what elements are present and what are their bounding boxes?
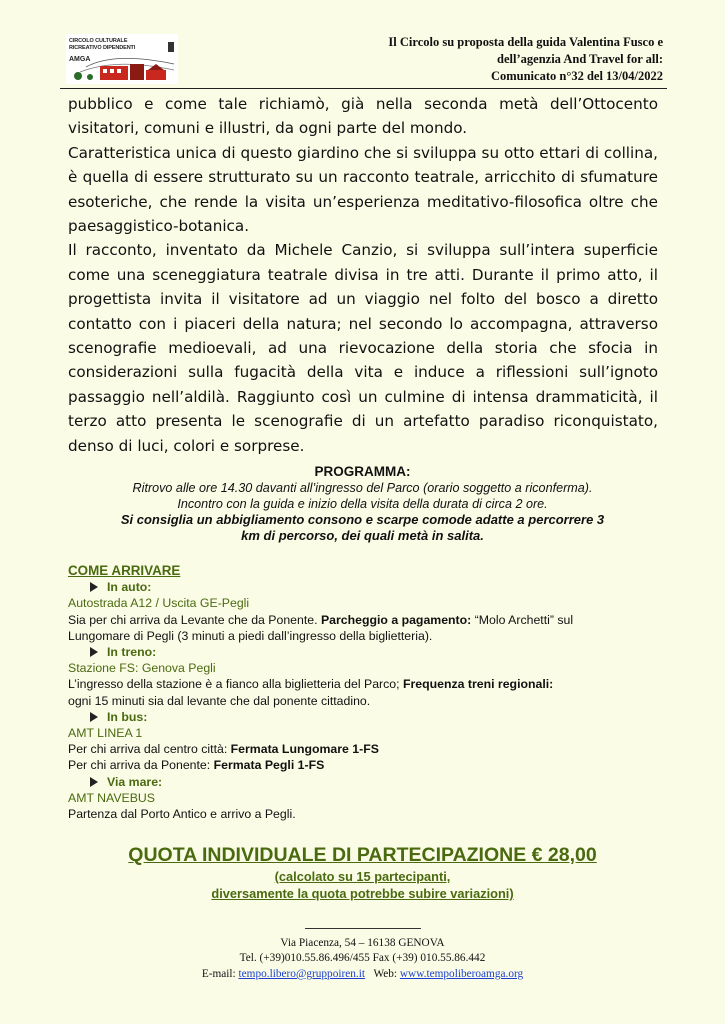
header-line3: Comunicato n°32 del 13/04/2022 [490, 69, 663, 83]
quota-main: QUOTA INDIVIDUALE DI PARTECIPAZIONE € 28,00 [128, 844, 597, 866]
paragraph-1: pubblico e come tale richiamò, già nella seconda metà dell’Ottocento visitatori, comuni e illustri, da ogni parte del mondo. [68, 95, 658, 138]
auto-line2: Lungomare di Pegli (3 minuti a piedi dall’ingresso della biglietteria). [68, 628, 433, 643]
bus-line1-a: Per chi arriva dal centro città: [68, 742, 231, 757]
treno-line1-a: L’ingresso della stazione è a fianco alla biglietteria del Parco; [68, 677, 403, 692]
programma-line4: km di percorso, dei quali metà in salita. [241, 528, 484, 543]
bus-line2-a: Per chi arriva da Ponente: [68, 758, 214, 773]
bus-line1 [68, 741, 668, 757]
auto-line1-a: Sia per chi arriva da Levante che da Ponente. [68, 612, 321, 627]
treno-line1 [68, 676, 668, 692]
treno-title: In treno: [107, 645, 157, 660]
footer-contacts [60, 967, 665, 982]
programma-title: PROGRAMMA: [314, 464, 411, 479]
treno-frequency-label: Frequenza treni regionali: [402, 677, 554, 692]
paragraph-2: Caratteristica unica di questo giardino che si sviluppa su otto ettari di collina, è quella di essere strutturato su un racconto teatrale, arricchito di sfumature esoteriche, che rende la visita un’esperienza meditativo-filosofica oltre che paesaggistico-botanica. [68, 143, 658, 236]
treno-line2: ogni 15 minuti sia dal levante che dal ponente cittadino. [68, 693, 371, 708]
logo-graphic-icon [66, 34, 178, 84]
arrow-right-icon [90, 582, 98, 592]
footer-phone: Tel. (+39)010.55.86.496/455 Fax (+39) 010.55.86.442 [239, 952, 486, 965]
header-line1: Il Circolo su proposta della guida Valentina Fusco e [388, 35, 663, 49]
mare-line1: Partenza dal Porto Antico e arrivo a Pegli. [68, 807, 296, 822]
web-label: Web: [373, 967, 400, 980]
paragraph-3: Il racconto, inventato da Michele Canzio, si sviluppa sull’intera superficie come una sceneggiatura teatrale divisa in tre atti. Durante il primo atto, il progettista invita il visitatore ad un viaggio nel folto del bosco a diretto contatto con i piaceri della natura; nel secondo lo accompagna, attraverso scenografie medioevali, ad una rievocazione della storia che sfocia in considerazioni sulla fugacità della vita e induce a riflessioni sull’ignoto passaggio nell’aldilà. Raggiunto così un culmine di intensa drammaticità, il terzo atto presenta le scenografie di un artefatto paradiso riconquistato, denso di luci, colori e sorprese. [68, 241, 658, 455]
programma-section [60, 464, 665, 544]
auto-title: In auto: [107, 580, 152, 595]
circolo-logo [66, 34, 178, 84]
programma-line2: Incontro con la guida e inizio della visita della durata di circa 2 ore. [177, 497, 548, 511]
email-label: E-mail: [201, 967, 239, 980]
logo-text-amga: AMGA [69, 56, 91, 63]
bus-subheading [68, 709, 668, 725]
arrow-right-icon [90, 647, 98, 657]
footer-address: Via Piacenza, 54 – 16138 GENOVA [280, 937, 445, 949]
web-link[interactable]: www.tempoliberoamga.org [399, 967, 524, 980]
auto-parking-label: Parcheggio a pagamento: [320, 612, 472, 627]
footer-divider [305, 928, 421, 929]
page-header [60, 30, 667, 89]
treno-label: Stazione FS: Genova Pegli [68, 661, 216, 676]
auto-line1 [68, 612, 668, 628]
quota-note1: (calcolato su 15 partecipanti, [274, 869, 451, 884]
page-footer [60, 928, 665, 982]
body-text [68, 92, 658, 458]
auto-subheading [68, 579, 668, 595]
bus-title: In bus: [107, 709, 148, 724]
quota-section [60, 842, 665, 902]
mare-subheading [68, 774, 668, 790]
quota-note2: diversamente la quota potrebbe subire variazioni) [211, 886, 514, 901]
bus-line2 [68, 757, 668, 773]
programma-line1: Ritrovo alle ore 14.30 davanti all’ingresso del Parco (orario soggetto a riconferma). [132, 481, 593, 495]
mare-title: Via mare: [107, 774, 163, 789]
mare-label: AMT NAVEBUS [68, 790, 156, 805]
header-line2: dell’agenzia And Travel for all: [497, 52, 663, 66]
programma-line3: Si consiglia un abbigliamento consono e scarpe comode adatte a percorrere 3 [120, 512, 605, 527]
bus-stop-2: Fermata Pegli 1-FS [213, 758, 325, 773]
auto-line1-c: “Molo Archetti” sul [471, 612, 574, 627]
bus-label: AMT LINEA 1 [68, 726, 143, 741]
auto-label: Autostrada A12 / Uscita GE-Pegli [68, 596, 250, 611]
come-arrivare-section [68, 563, 668, 822]
email-link[interactable]: tempo.libero@gruppoiren.it [238, 967, 366, 980]
treno-subheading [68, 644, 668, 660]
logo-text-line2: RICREATIVO DIPENDENTI [69, 45, 136, 51]
logo-text-line1: CIRCOLO CULTURALE [69, 38, 128, 44]
arrow-right-icon [90, 777, 98, 787]
come-arrivare-heading: COME ARRIVARE [68, 563, 181, 578]
arrow-right-icon [90, 712, 98, 722]
bus-stop-1: Fermata Lungomare 1-FS [230, 742, 379, 757]
header-text [388, 34, 663, 85]
